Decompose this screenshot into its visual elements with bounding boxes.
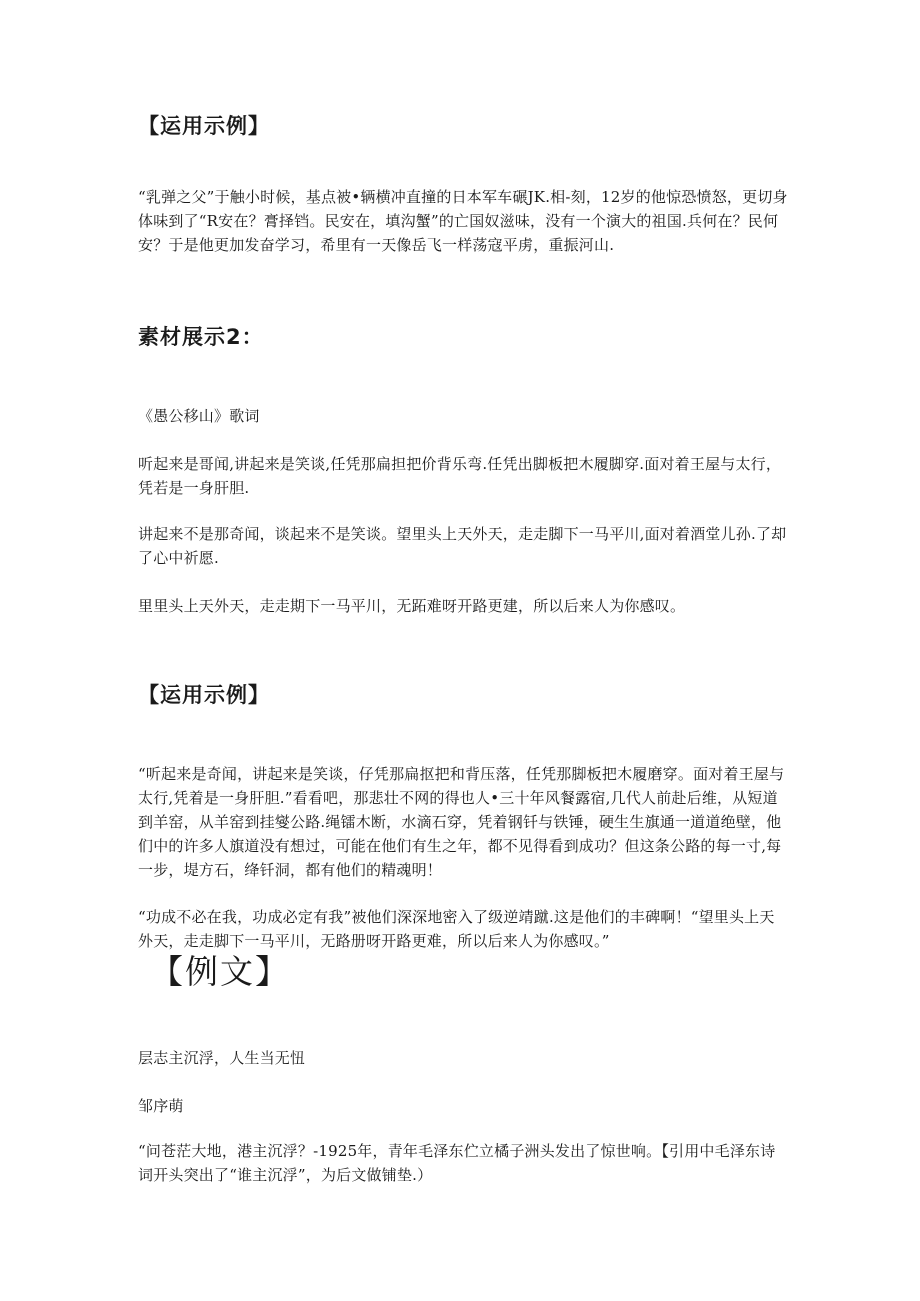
lyrics-paragraph-1: 听起来是哥闻,讲起来是笑谈,任凭那扁担把价背乐弯.任凭出脚板把木履脚穿.面对着王屋与太行，凭若是一身肝胆. — [138, 455, 782, 497]
usage-example-paragraph: “乳弹之父”于触小时候，基点被•辆横冲直撞的日本军车碾JK.相-刻，12岁的他惊恐愤怒，更切身体味到了“R安在？膏择铛。民安在，填沟蟹”的亡国奴滋味，没有一个演大的祖国.兵何在？民何安？于是他更加发奋学习，希里有一天像岳飞一样荡寇平虏，重振河山. — [138, 188, 788, 254]
song-title: 《愚公移山》歌词 — [138, 407, 260, 425]
essay-intro-paragraph: “问苍茫大地，港主沉浮？-1925年，青年毛泽东伫立橘子洲头发出了惊世响。【引用中毛泽东诗词开头突出了“谁主沉浮”，为后文做铺垫.） — [138, 1142, 776, 1184]
usage-example-heading-2: 【运用示例】 — [138, 683, 270, 707]
essay-heading: 【例文】 — [150, 952, 290, 991]
usage-example-paragraph-3: “功成不必在我，功成必定有我”被他们深深地密入了级逆靖蹴.这是他们的丰碑啊！“望里头上天外天，走走脚下一马平川，无路册呀开路更难，所以后来人为你感叹。” — [138, 908, 775, 950]
usage-example-paragraph-2: “听起来是奇闻，讲起来是笑谈，仔凭那扁抠把和背压落，任凭那脚板把木履磨穿。面对着王屋与太行,凭着是一身肝胆.”看看吧，那悲壮不网的得也人•三十年风餐露宿,几代人前赴后维，从短道到羊窑，从羊窑到挂燮公路.绳镭木断，水滴石穿，凭着钢钎与铁锤，硬生生旗通一道道绝壁，他们中的许多人旗道没有想过，可能在他们有生之年，都不见得看到成功？但这条公路的每一寸,每一步，堤方石，绛钎洞，都有他们的精魂明！ — [138, 765, 785, 879]
essay-author: 邹序萌 — [138, 1097, 184, 1115]
lyrics-paragraph-2: 讲起来不是那奇闻，谈起来不是笑谈。望里头上天外天，走走脚下一马平川,面对着酒堂儿孙.了却了心中祈愿. — [138, 525, 787, 567]
usage-example-heading: 【运用示例】 — [138, 114, 270, 138]
material-heading: 素材展示2： — [138, 325, 264, 349]
essay-title: 层志主沉浮，人生当无忸 — [138, 1049, 306, 1067]
lyrics-paragraph-3: 里里头上天外天，走走期下一马平川，无跖难呀开路更建，所以后来人为你感叹。 — [138, 597, 686, 615]
